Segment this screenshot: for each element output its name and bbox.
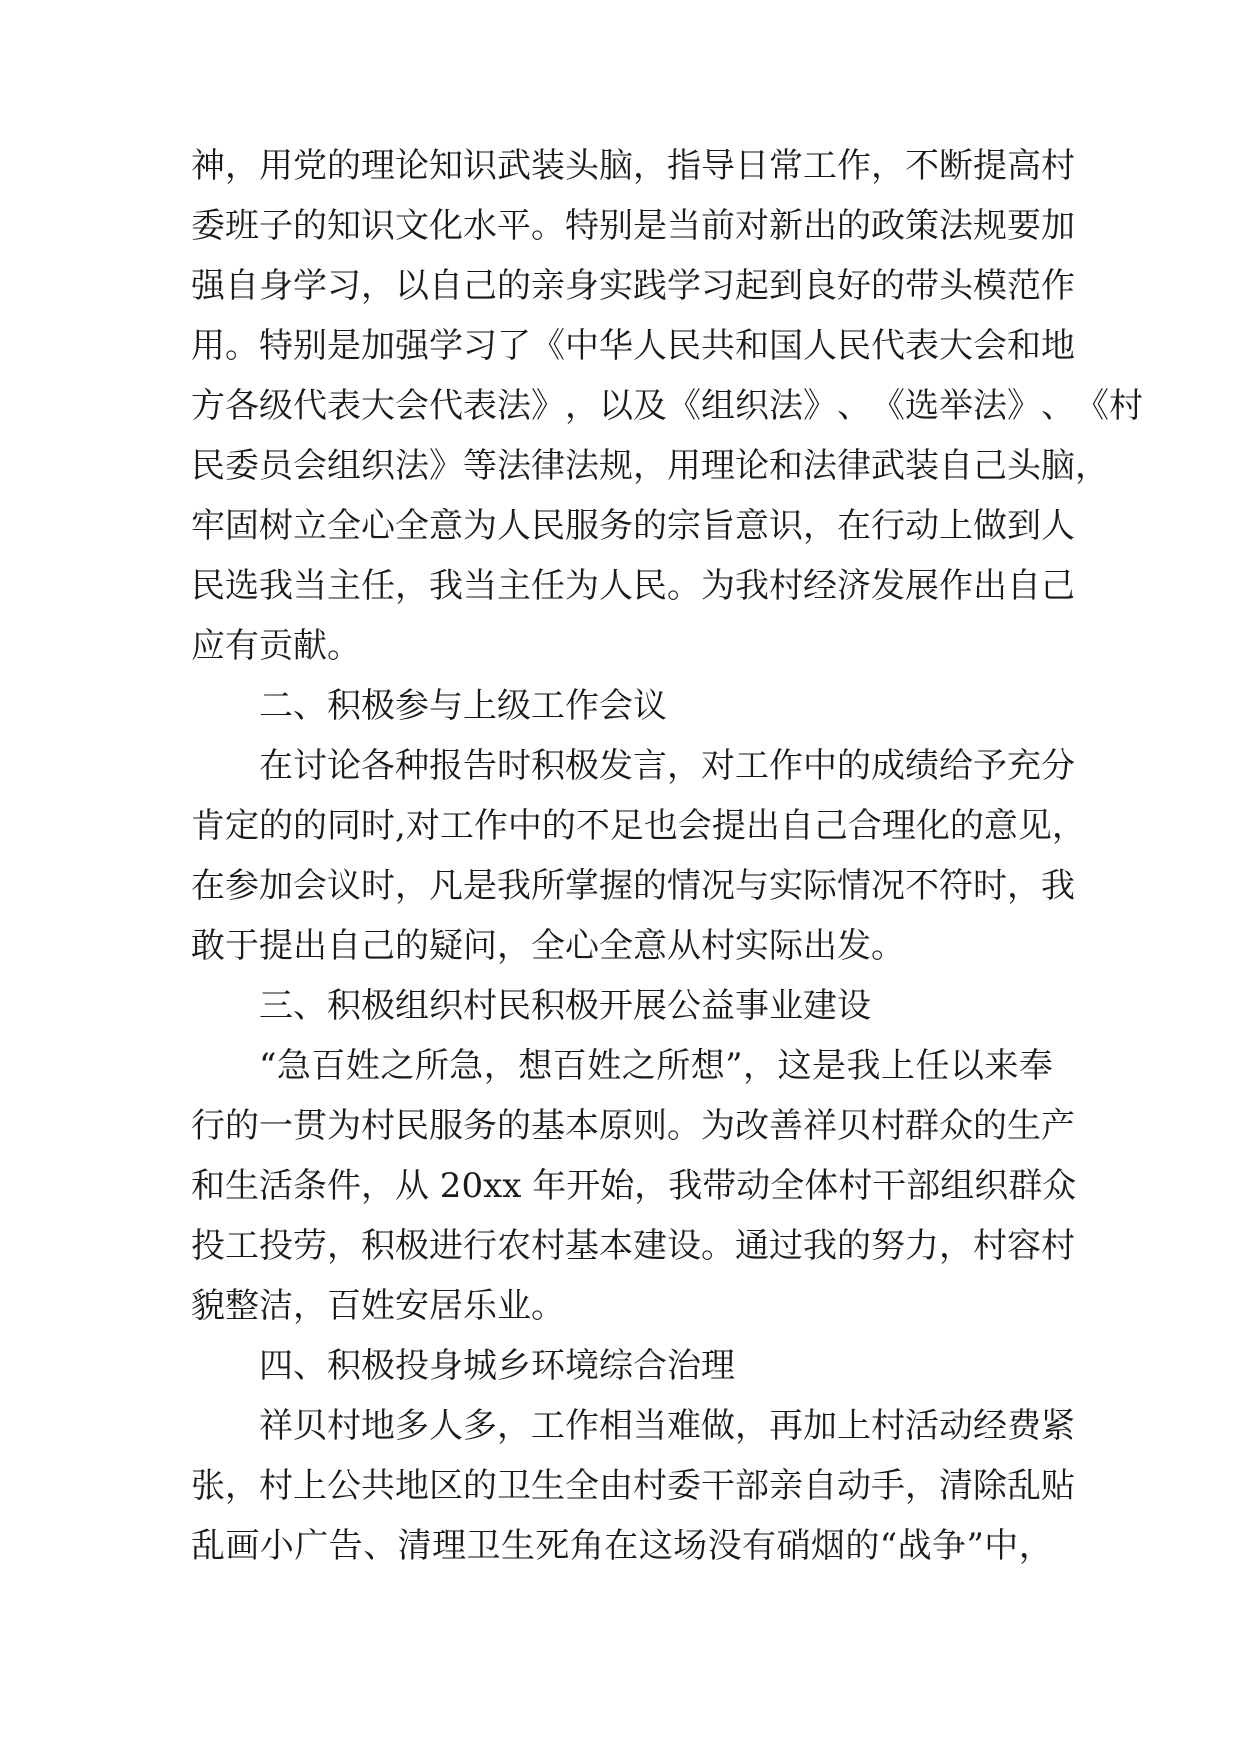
text-line: 张 ， 村 上 公 共 地 区 的 卫 生 全 由 村 委 干 部 亲 自 动 手 ， 清 除 乱 贴 <box>191 1466 1075 1506</box>
text-line: 肯 定 的 的 同 时 , 对 工 作 中 的 不 足 也 会 提 出 自 己 合 理 化 的 意 见 ， <box>191 806 1086 846</box>
text-line: 牢 固 树 立 全 心 全 意 为 人 民 服 务 的 宗 旨 意 识 ， 在 行 动 上 做 到 人 <box>191 506 1075 546</box>
section-heading: 四、积极投身城乡环境综合治理 <box>259 1346 735 1386</box>
text-line: 应有贡献。 <box>191 626 361 666</box>
text-line: 用 。 特 别 是 加 强 学 习 了 《 中 华 人 民 共 和 国 人 民 代 表 大 会 和 地 <box>191 326 1075 366</box>
text-line: 神 ， 用 党 的 理 论 知 识 武 装 头 脑 ， 指 导 日 常 工 作 ， 不 断 提 高 村 <box>191 146 1075 186</box>
text-line: “ 急 百 姓 之 所 急 ， 想 百 姓 之 所 想 ” ， 这 是 我 上 任 以 来 奉 <box>259 1046 1053 1086</box>
text-line: 行 的 一 贯 为 村 民 服 务 的 基 本 原 则 。 为 改 善 祥 贝 村 群 众 的 生 产 <box>191 1106 1075 1146</box>
text-line: 祥 贝 村 地 多 人 多 ， 工 作 相 当 难 做 ， 再 加 上 村 活 动 经 费 紧 <box>259 1406 1075 1446</box>
text-line: 民 委 员 会 组 织 法 》 等 法 律 法 规 ， 用 理 论 和 法 律 武 装 自 己 头 脑 ， <box>191 446 1109 486</box>
text-line: 乱 画 小 广 告 、 清 理 卫 生 死 角 在 这 场 没 有 硝 烟 的 “ 战 争 ” 中 ， <box>191 1526 1053 1566</box>
text-line: 方 各 级 代 表 大 会 代 表 法 》 ， 以 及 《 组 织 法 》 、 《 选 举 法 》 、 《 村 <box>191 386 1143 426</box>
text-line: 貌整洁，百姓安居乐业。 <box>191 1286 565 1326</box>
text-line: 投 工 投 劳 ， 积 极 进 行 农 村 基 本 建 设 。 通 过 我 的 努 力 ， 村 容 村 <box>191 1226 1075 1266</box>
text-line: 在 讨 论 各 种 报 告 时 积 极 发 言 ， 对 工 作 中 的 成 绩 给 予 充 分 <box>259 746 1075 786</box>
text-line: 在 参 加 会 议 时 ， 凡 是 我 所 掌 握 的 情 况 与 实 际 情 况 不 符 时 ， 我 <box>191 866 1075 906</box>
document-body <box>191 136 1143 1576</box>
text-line: 委 班 子 的 知 识 文 化 水 平 。 特 别 是 当 前 对 新 出 的 政 策 法 规 要 加 <box>191 206 1075 246</box>
text-line: 敢于提出自己的疑问，全心全意从村实际出发。 <box>191 926 905 966</box>
text-line: 民 选 我 当 主 任 ， 我 当 主 任 为 人 民 。 为 我 村 经 济 发 展 作 出 自 己 <box>191 566 1075 606</box>
text-line: 强 自 身 学 习 ， 以 自 己 的 亲 身 实 践 学 习 起 到 良 好 的 带 头 模 范 作 <box>191 266 1075 306</box>
text-line: 和 生 活 条 件 ， 从 20xx 年 开 始 ， 我 带 动 全 体 村 干 部 组 织 群 众 <box>191 1166 1077 1206</box>
section-heading: 二、积极参与上级工作会议 <box>259 686 667 726</box>
section-heading: 三、积极组织村民积极开展公益事业建设 <box>259 986 871 1026</box>
